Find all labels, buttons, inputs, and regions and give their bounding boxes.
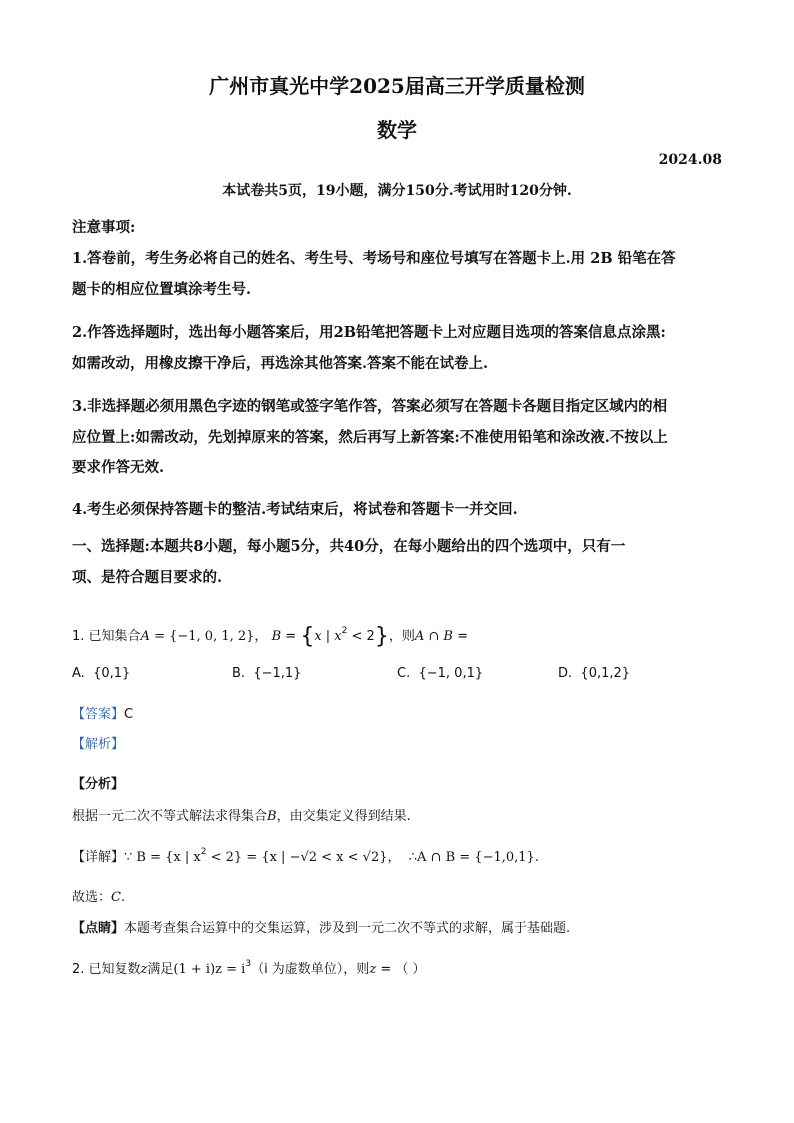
q1-detail-end: . [534,850,539,865]
q1-tail-eq: = [457,629,468,644]
q1-set-a-name: A [140,629,150,644]
exam-title: 广州市真光中学2025届高三开学质量检测 [209,74,585,98]
q2-tail-var: z [369,962,377,977]
q1-detail-expr-1: ∵ B = {x | x [124,850,201,865]
question-1 [72,624,468,649]
section-heading-line-1: 一、选择题:本题共8小题，每小题5分，共40分，在每小题给出的四个选项中，只有一 [72,538,626,555]
q1-choice [72,886,125,905]
q1-option-d-text: {0,1,2} [580,666,631,681]
exam-subject: 数学 [377,118,417,142]
q1-option-a-text: {0,1} [93,666,131,681]
q1-option-b[interactable] [232,666,301,681]
q1-choice-end: . [120,890,126,905]
notice-item-3-line-2: 应位置上:如需改动，先划掉原来的答案，然后再写上新答案:不准使用铅笔和涂改液.不按以上 [72,429,668,446]
notice-item-2-line-1: 2.作答选择题时，选出每小题答案后，用2B铅笔把答题卡上对应题目选项的答案信息点涂黑: [72,324,666,341]
q1-choice-text: 故选： [72,890,112,905]
q1-option-c-label: C. [397,666,411,681]
q1-option-c[interactable] [397,666,483,681]
q1-fenxi-text-1: 根据一元二次不等式解法求得集合 [72,809,268,824]
q1-option-a-label: A. [72,666,85,681]
exam-date: 2024.08 [658,152,722,168]
notice-item-1-line-1: 1.答卷前，考生务必将自己的姓名、考生号、考场号和座位号填写在答题卡上.用 2B 铅笔在答 [72,250,676,267]
q1-detail-expr-2: < 2} = {x | −√2 < x < √2} [210,850,388,865]
notice-heading: 注意事项: [72,219,136,236]
notice-item-3-line-1: 3.非选择题必须用黑色字迹的钢笔或签字笔作答，答案必须写在答题卡各题目指定区域内的相 [72,398,668,415]
q1-answer [72,703,133,722]
q1-comment-tag: 【点睛】 [72,921,125,936]
notice-item-3-line-3: 要求作答无效. [72,459,165,476]
q1-answer-tag: 【答案】 [72,707,125,722]
exam-info: 本试卷共5页，19小题，满分150分.考试用时120分钟. [222,183,572,199]
q1-detail [72,846,539,865]
q2-note: （i 为虚数单位），则 [251,962,370,977]
notice-item-1-line-2: 题卡的相应位置填涂考生号. [72,281,252,298]
q1-set-a: = {−1, 0, 1, 2} [154,629,255,644]
question-2 [72,958,425,977]
q1-fenxi-tag: 【分析】 [72,777,125,792]
notice-item-4-line-1: 4.考生必须保持答题卡的整洁.考试结束后，将试卷和答题卡一并交回. [72,501,518,518]
q1-set-b-eq: = [285,629,297,644]
q2-mid: 满足 [147,962,174,977]
q1-set-b-body: x | x [314,629,342,644]
q1-option-b-text: {−1,1} [253,666,302,681]
q1-option-c-text: {−1, 0,1} [418,666,484,681]
q1-answer-value: C [124,707,134,722]
q1-option-a[interactable] [72,666,130,681]
q1-set-b-exp: 2 [341,626,348,636]
q1-detail-sep: ， [387,850,401,865]
q1-choice-val: C [111,890,121,905]
q1-brace-open: { [300,624,315,649]
q1-brace-close: } [374,624,389,649]
q1-detail-tag: 【详解】 [72,850,125,865]
q1-comment [72,917,570,936]
q1-set-b-rest: < 2 [351,629,375,644]
q1-comma: ， [254,629,268,644]
section-heading-line-2: 项、是符合题目要求的. [72,569,223,586]
q1-option-d[interactable] [558,666,630,681]
q2-tail: = （ ） [380,962,426,977]
q1-detail-expr-3: ∴A ∩ B = {−1,0,1} [408,850,535,865]
q1-fenxi-b: B [267,809,277,824]
q1-analysis-tag: 【解析】 [72,737,125,752]
q2-exp: 3 [245,959,252,969]
q1-prefix: 1. 已知集合 [72,629,141,644]
q1-option-d-label: D. [558,666,573,681]
q2-expr: (1 + i)z = i [173,962,246,977]
q1-fenxi [72,805,411,824]
q1-fenxi-text-2: ，由交集定义得到结果. [276,809,411,824]
q2-prefix: 2. 已知复数 [72,962,141,977]
q1-comment-text: 本题考查集合运算中的交集运算，涉及到一元二次不等式的求解，属于基础题. [124,921,571,936]
q1-detail-exp: 2 [200,847,207,857]
notice-item-2-line-2: 如需改动，用橡皮擦干净后，再选涂其他答案.答案不能在试卷上. [72,355,489,372]
q1-tail: ，则 [388,629,415,644]
q2-var: z [140,962,148,977]
q1-tail-expr: A ∩ B [414,629,453,644]
q1-set-b-name: B [271,629,282,644]
q1-option-b-label: B. [232,666,246,681]
